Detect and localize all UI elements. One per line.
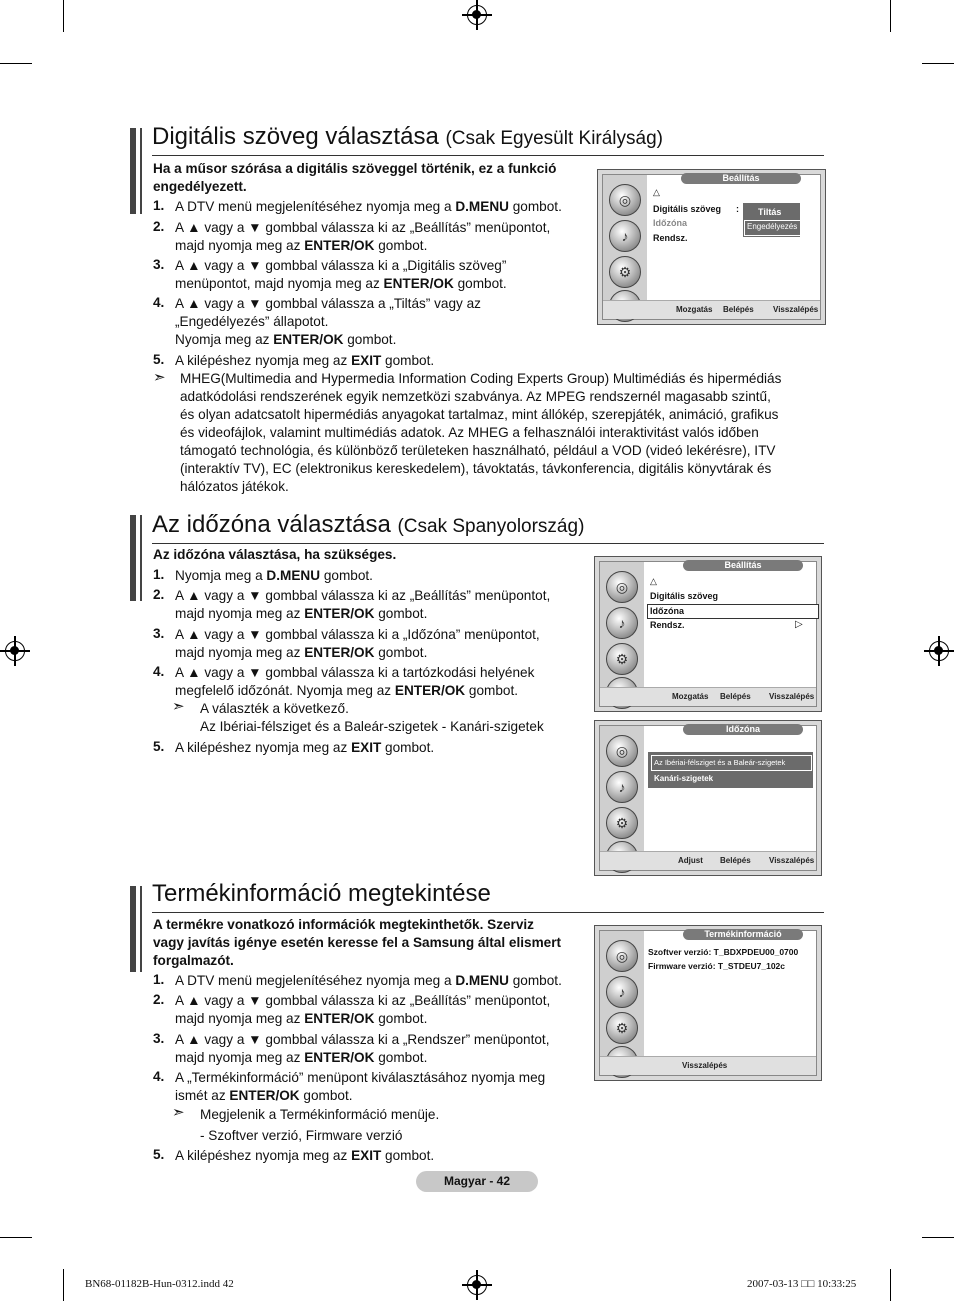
osd-product-info <box>594 925 822 1081</box>
sub-note: Megjelenik a Termékinformáció menüje. <box>200 1107 440 1122</box>
step-number: 5. <box>153 1147 165 1162</box>
osd-footer <box>600 851 816 870</box>
menu-item-digital-text[interactable]: Digitális szöveg <box>650 591 719 601</box>
footer-enter: Belépés <box>720 856 751 865</box>
option-enable[interactable]: Engedélyezés <box>747 222 798 231</box>
note-arrow-icon: ➣ <box>172 698 185 715</box>
note-line: és videofájlok, valamint multimédiás adatok. Az MHEG a felhasználói interaktivitást valós időben <box>180 425 759 440</box>
osd-footer <box>600 1056 816 1075</box>
menu-item-digital-text[interactable]: Digitális szöveg <box>653 204 722 214</box>
step-number: 4. <box>153 664 165 679</box>
section-title-digital-text <box>152 123 663 151</box>
footer-adjust: Adjust <box>678 856 703 865</box>
intro-line: forgalmazót. <box>153 953 234 968</box>
step-text: majd nyomja meg az ENTER/OK gombot. <box>175 1011 428 1026</box>
option-iberia-baleares[interactable]: Az Ibériai-félsziget és a Baleár-szigetek <box>654 758 786 767</box>
section-bar <box>140 515 142 601</box>
sound-icon: ♪ <box>606 771 638 803</box>
sub-note: A választék a következő. <box>200 701 349 716</box>
osd-setup-digital-text <box>597 169 826 325</box>
title-main: Az időzóna választása <box>152 511 391 538</box>
channel-icon: ⚙ <box>606 807 638 839</box>
footer-file-name: BN68-01182B-Hun-0312.indd 42 <box>85 1278 234 1290</box>
sound-icon: ♪ <box>609 220 641 252</box>
menu-item-system[interactable]: Rendsz. <box>650 620 685 630</box>
note-line: (interaktív TV), EC (elektronikus kereskedelem), távoktatás, távkonferencia, digitális könyvtárak és <box>180 461 772 476</box>
picture-icon: ◎ <box>609 184 641 216</box>
osd-timezone-options <box>594 720 822 876</box>
step-number: 4. <box>153 1069 165 1084</box>
step-text: A ▲ vagy a ▼ gombbal válassza ki az „Beállítás” menüpontot, <box>175 220 551 235</box>
picture-icon: ◎ <box>606 571 638 603</box>
footer-move: Mozgatás <box>672 692 709 701</box>
title-main: Termékinformáció megtekintése <box>152 880 491 907</box>
title-rule <box>152 155 824 156</box>
step-text: majd nyomja meg az ENTER/OK gombot. <box>175 238 428 253</box>
step-text: A DTV menü megjelenítéséhez nyomja meg a D.MENU gombot. <box>175 199 562 214</box>
step-text: majd nyomja meg az ENTER/OK gombot. <box>175 1050 428 1065</box>
step-text: majd nyomja meg az ENTER/OK gombot. <box>175 606 428 621</box>
step-text: megfelelő időzónát. Nyomja meg az ENTER/OK gombot. <box>175 683 519 698</box>
crop-mark <box>922 63 954 64</box>
page-number-label: Magyar - 42 <box>416 1171 538 1192</box>
step-number: 1. <box>153 972 165 987</box>
osd-tab: Beállítás <box>683 560 803 571</box>
step-text: Nyomja meg az ENTER/OK gombot. <box>175 332 397 347</box>
note-line: hálózatos játékok. <box>180 479 289 494</box>
osd-tab: Termékinformáció <box>683 929 803 940</box>
up-arrow-icon: △ <box>653 187 660 197</box>
footer-return: Visszalépés <box>769 856 815 865</box>
section-title-product-info <box>152 880 491 908</box>
channel-icon: ⚙ <box>606 1012 638 1044</box>
step-number: 3. <box>153 626 165 641</box>
option-canary-islands[interactable]: Kanári-szigetek <box>654 774 714 783</box>
step-text: A ▲ vagy a ▼ gombbal válassza ki az „Beállítás” menüpontot, <box>175 993 551 1008</box>
crop-mark <box>63 1269 64 1301</box>
sub-note: - Szoftver verzió, Firmware verzió <box>200 1128 403 1143</box>
menu-item-timezone[interactable]: Időzóna <box>650 606 684 616</box>
title-rule <box>152 912 824 913</box>
step-text: ismét az ENTER/OK gombot. <box>175 1088 353 1103</box>
registration-mark-icon <box>467 5 487 25</box>
step-text: A ▲ vagy a ▼ gombbal válassza ki az „Beállítás” menüpontot, <box>175 588 551 603</box>
step-text: Nyomja meg a D.MENU gombot. <box>175 568 373 583</box>
crop-mark <box>0 63 32 64</box>
note-arrow-icon: ➣ <box>153 369 166 386</box>
step-text: menüpontot, majd nyomja meg az ENTER/OK gombot. <box>175 276 507 291</box>
footer-enter: Belépés <box>720 692 751 701</box>
title-main: Digitális szöveg választása <box>152 123 439 150</box>
osd-sidebar <box>600 726 644 852</box>
crop-mark <box>63 0 64 32</box>
crop-mark <box>922 1237 954 1238</box>
crop-mark <box>0 1237 32 1238</box>
section-bar <box>130 128 136 214</box>
section-title-timezone <box>152 511 584 539</box>
registration-mark-icon <box>5 641 25 661</box>
step-text: A DTV menü megjelenítéséhez nyomja meg a D.MENU gombot. <box>175 973 562 988</box>
firmware-version: Firmware verzió: T_STDEU7_102c <box>648 961 786 971</box>
title-sub: (Csak Spanyolország) <box>397 516 585 537</box>
step-text: A ▲ vagy a ▼ gombbal válassza ki a „Digitális szöveg” <box>175 258 507 273</box>
step-number: 3. <box>153 257 165 272</box>
step-number: 3. <box>153 1031 165 1046</box>
section-bar <box>130 515 136 601</box>
step-text: A „Termékinformáció” menüpont kiválasztásához nyomja meg <box>175 1070 546 1085</box>
colon-separator: : <box>736 204 739 214</box>
menu-item-timezone[interactable]: Időzóna <box>653 218 687 228</box>
up-arrow-icon: △ <box>650 576 657 586</box>
step-number: 5. <box>153 739 165 754</box>
step-text: A kilépéshez nyomja meg az EXIT gombot. <box>175 1148 435 1163</box>
section-bar <box>140 886 142 972</box>
submenu-arrow-icon: ▷ <box>795 619 803 630</box>
step-number: 5. <box>153 352 165 367</box>
note-line: adatkódolási rendszerének egyik nemzetközi szabványa. Az MPEG rendszernél magasabb szintű, <box>180 389 771 404</box>
section-bar <box>130 886 136 972</box>
osd-tab: Időzóna <box>683 724 803 735</box>
registration-mark-icon <box>467 1275 487 1295</box>
step-text: A ▲ vagy a ▼ gombbal válassza a „Tiltás” vagy az <box>175 296 481 311</box>
footer-return: Visszalépés <box>773 305 819 314</box>
picture-icon: ◎ <box>606 940 638 972</box>
step-number: 4. <box>153 295 165 310</box>
step-text: A kilépéshez nyomja meg az EXIT gombot. <box>175 353 435 368</box>
osd-sidebar <box>603 175 647 301</box>
step-text: A ▲ vagy a ▼ gombbal válassza ki a tartózkodási helyének <box>175 665 535 680</box>
osd-sidebar <box>600 931 644 1057</box>
picture-icon: ◎ <box>606 735 638 767</box>
step-number: 2. <box>153 587 165 602</box>
software-version: Szoftver verzió: T_BDXPDEU00_0700 <box>648 947 799 957</box>
step-number: 1. <box>153 198 165 213</box>
intro-text: Az időzóna választása, ha szükséges. <box>153 547 397 562</box>
note-line: MHEG(Multimedia and Hypermedia Information Coding Experts Group) Multimédiás és hipermédiás <box>180 371 782 386</box>
footer-move: Mozgatás <box>676 305 713 314</box>
step-text: A ▲ vagy a ▼ gombbal válassza ki a „Rendszer” menüpontot, <box>175 1032 550 1047</box>
step-number: 2. <box>153 992 165 1007</box>
step-text: majd nyomja meg az ENTER/OK gombot. <box>175 645 428 660</box>
footer-timestamp: 2007-03-13 □□ 10:33:25 <box>747 1278 857 1290</box>
step-number: 1. <box>153 567 165 582</box>
step-number: 2. <box>153 219 165 234</box>
registration-mark-icon <box>929 641 949 661</box>
intro-line: A termékre vonatkozó információk megtekinthetők. Szerviz <box>153 917 534 932</box>
osd-sidebar <box>600 562 644 688</box>
footer-return: Visszalépés <box>769 692 815 701</box>
osd-footer <box>603 300 820 319</box>
sub-note: Az Ibériai-félsziget és a Baleár-szigetek - Kanári-szigetek <box>200 719 544 734</box>
intro-line: vagy javítás igénye esetén keresse fel a Samsung által elismert <box>153 935 562 950</box>
osd-setup-timezone <box>594 556 822 712</box>
intro-text: Ha a műsor szórása a digitális szöveggel történik, ez a funkció engedélyezett. <box>153 161 557 194</box>
osd-footer <box>600 687 816 706</box>
option-disable[interactable]: Tiltás <box>758 207 782 217</box>
osd-tab: Beállítás <box>681 173 801 184</box>
footer-enter: Belépés <box>723 305 754 314</box>
crop-mark <box>890 1269 891 1301</box>
title-sub: (Csak Egyesült Királyság) <box>445 128 663 149</box>
note-arrow-icon: ➣ <box>172 1104 185 1121</box>
menu-item-system[interactable]: Rendsz. <box>653 233 688 243</box>
channel-icon: ⚙ <box>606 643 638 675</box>
channel-icon: ⚙ <box>609 256 641 288</box>
note-line: és olyan adatcsatolt hipermédiás anyagokat tartalmaz, mint állókép, szerepjáték, animáció, grafikus <box>180 407 779 422</box>
note-line: támogató technológia, és különböző területeken használható, például a VOD (videó lekérésre), ITV <box>180 443 776 458</box>
step-text: „Engedélyezés” állapotot. <box>175 314 329 329</box>
sound-icon: ♪ <box>606 976 638 1008</box>
section-bar <box>140 128 142 214</box>
title-rule <box>152 543 824 544</box>
sound-icon: ♪ <box>606 607 638 639</box>
footer-return: Visszalépés <box>682 1061 728 1070</box>
step-text: A ▲ vagy a ▼ gombbal válassza ki a „Időzóna” menüpontot, <box>175 627 540 642</box>
step-text: A kilépéshez nyomja meg az EXIT gombot. <box>175 740 435 755</box>
crop-mark <box>890 0 891 32</box>
